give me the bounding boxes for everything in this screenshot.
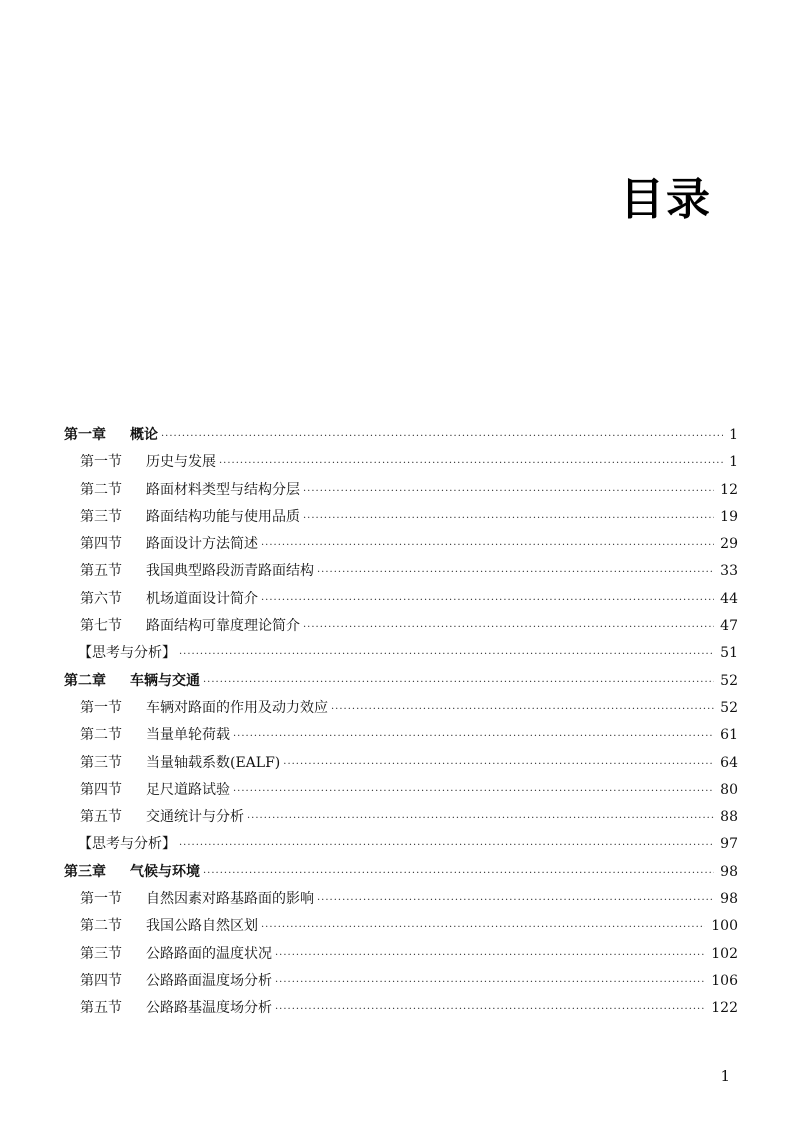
dot-leader bbox=[317, 895, 714, 906]
toc-entry-section[interactable] bbox=[64, 506, 738, 533]
toc-entry-title: 概论 bbox=[130, 427, 158, 443]
toc-entry-title: 气候与环境 bbox=[130, 863, 200, 880]
table-of-contents bbox=[64, 424, 738, 1025]
toc-entry-page: 44 bbox=[720, 590, 738, 607]
toc-entry-review[interactable] bbox=[64, 833, 738, 860]
toc-entry-page: 97 bbox=[720, 836, 738, 853]
toc-entry-section[interactable] bbox=[64, 970, 738, 997]
toc-entry-number: 第一章 bbox=[64, 427, 106, 443]
toc-entry-number: 第二节 bbox=[80, 727, 122, 744]
toc-entry-page: 52 bbox=[720, 672, 738, 689]
toc-entry-section[interactable] bbox=[64, 697, 738, 724]
toc-entry-number: 第三节 bbox=[80, 508, 122, 525]
toc-entry-title: 公路路面的温度状况 bbox=[146, 945, 272, 962]
toc-entry-title: 【思考与分析】 bbox=[78, 645, 176, 662]
dot-leader bbox=[203, 677, 714, 688]
toc-entry-title: 足尺道路试验 bbox=[146, 781, 230, 798]
dot-leader bbox=[179, 840, 714, 851]
toc-entry-title: 我国公路自然区划 bbox=[146, 918, 258, 935]
dot-leader bbox=[219, 458, 723, 469]
toc-entry-page: 100 bbox=[711, 918, 738, 935]
toc-entry-section[interactable] bbox=[64, 533, 738, 560]
toc-entry-page: 51 bbox=[720, 645, 738, 662]
dot-leader bbox=[275, 977, 705, 988]
toc-entry-chapter[interactable] bbox=[64, 424, 738, 451]
toc-entry-section[interactable] bbox=[64, 915, 738, 942]
toc-entry-chapter[interactable] bbox=[64, 861, 738, 888]
toc-entry-number: 第二节 bbox=[80, 918, 122, 935]
toc-entry-title: 路面设计方法简述 bbox=[146, 536, 258, 553]
toc-entry-number: 第六节 bbox=[80, 590, 122, 607]
toc-entry-number: 第五节 bbox=[80, 1000, 122, 1017]
toc-entry-section[interactable] bbox=[64, 752, 738, 779]
toc-entry-section[interactable] bbox=[64, 943, 738, 970]
toc-entry-page: 98 bbox=[720, 863, 738, 880]
dot-leader bbox=[179, 649, 714, 660]
toc-entry-page: 52 bbox=[720, 699, 738, 716]
dot-leader bbox=[247, 813, 714, 824]
toc-entry-page: 106 bbox=[711, 972, 738, 989]
toc-entry-section[interactable] bbox=[64, 615, 738, 642]
toc-entry-number: 第三节 bbox=[80, 754, 122, 771]
dot-leader bbox=[303, 622, 714, 633]
toc-entry-title: 车辆与交通 bbox=[130, 672, 200, 689]
dot-leader bbox=[275, 1004, 705, 1015]
toc-entry-page: 64 bbox=[720, 754, 738, 771]
toc-entry-title: 机场道面设计简介 bbox=[146, 590, 258, 607]
toc-entry-number: 第五节 bbox=[80, 809, 122, 826]
toc-entry-number: 第四节 bbox=[80, 972, 122, 989]
dot-leader bbox=[161, 431, 723, 442]
toc-entry-title: 公路路基温度场分析 bbox=[146, 1000, 272, 1017]
toc-entry-title: 路面结构可靠度理论简介 bbox=[146, 618, 300, 635]
toc-entry-number: 第四节 bbox=[80, 781, 122, 798]
toc-entry-title: 【思考与分析】 bbox=[78, 836, 176, 853]
toc-entry-page: 29 bbox=[720, 536, 738, 553]
toc-entry-title: 公路路面温度场分析 bbox=[146, 972, 272, 989]
toc-entry-number: 第一节 bbox=[80, 891, 122, 908]
toc-entry-section[interactable] bbox=[64, 888, 738, 915]
dot-leader bbox=[261, 595, 714, 606]
toc-entry-number: 第三章 bbox=[64, 863, 106, 880]
dot-leader bbox=[203, 868, 714, 879]
toc-entry-page: 98 bbox=[720, 891, 738, 908]
toc-entry-page: 80 bbox=[720, 781, 738, 798]
toc-entry-title: 自然因素对路基路面的影响 bbox=[146, 891, 314, 908]
toc-entry-page: 47 bbox=[720, 618, 738, 635]
dot-leader bbox=[261, 922, 705, 933]
toc-entry-section[interactable] bbox=[64, 479, 738, 506]
toc-entry-page: 1 bbox=[729, 427, 738, 443]
toc-entry-title: 我国典型路段沥青路面结构 bbox=[146, 563, 314, 580]
toc-entry-number: 第四节 bbox=[80, 536, 122, 553]
dot-leader bbox=[275, 950, 705, 961]
toc-entry-number: 第三节 bbox=[80, 945, 122, 962]
toc-entry-section[interactable] bbox=[64, 451, 738, 478]
toc-entry-section[interactable] bbox=[64, 588, 738, 615]
toc-entry-title: 当量轴载系数(EALF) bbox=[146, 754, 281, 771]
toc-entry-section[interactable] bbox=[64, 724, 738, 751]
toc-entry-number: 第一节 bbox=[80, 699, 122, 716]
toc-entry-section[interactable] bbox=[64, 806, 738, 833]
toc-entry-title: 车辆对路面的作用及动力效应 bbox=[146, 699, 328, 716]
toc-entry-page: 61 bbox=[720, 727, 738, 744]
toc-entry-page: 33 bbox=[720, 563, 738, 580]
toc-entry-number: 第二章 bbox=[64, 672, 106, 689]
toc-entry-page: 102 bbox=[711, 945, 738, 962]
page-number: 1 bbox=[720, 1067, 730, 1085]
dot-leader bbox=[261, 540, 714, 551]
toc-entry-section[interactable] bbox=[64, 779, 738, 806]
toc-entry-number: 第一节 bbox=[80, 454, 122, 471]
dot-leader bbox=[303, 486, 714, 497]
toc-entry-review[interactable] bbox=[64, 642, 738, 669]
dot-leader bbox=[303, 513, 714, 524]
toc-entry-title: 路面材料类型与结构分层 bbox=[146, 481, 300, 498]
toc-entry-title: 历史与发展 bbox=[146, 454, 216, 471]
dot-leader bbox=[233, 731, 714, 742]
toc-entry-page: 88 bbox=[720, 809, 738, 826]
toc-entry-page: 12 bbox=[720, 481, 738, 498]
dot-leader bbox=[317, 567, 714, 578]
toc-entry-number: 第五节 bbox=[80, 563, 122, 580]
dot-leader bbox=[331, 704, 714, 715]
toc-entry-title: 交通统计与分析 bbox=[146, 809, 244, 826]
toc-entry-number: 第二节 bbox=[80, 481, 122, 498]
toc-entry-number: 第七节 bbox=[80, 618, 122, 635]
toc-entry-title: 当量单轮荷载 bbox=[146, 727, 230, 744]
toc-entry-section[interactable] bbox=[64, 997, 738, 1024]
toc-entry-section[interactable] bbox=[64, 560, 738, 587]
toc-entry-chapter[interactable] bbox=[64, 670, 738, 697]
dot-leader bbox=[283, 759, 714, 770]
toc-entry-page: 1 bbox=[729, 454, 738, 471]
toc-entry-page: 122 bbox=[711, 1000, 738, 1017]
toc-entry-title: 路面结构功能与使用品质 bbox=[146, 508, 300, 525]
page-title: 目录 bbox=[620, 174, 712, 225]
toc-entry-page: 19 bbox=[720, 508, 738, 525]
dot-leader bbox=[233, 786, 714, 797]
